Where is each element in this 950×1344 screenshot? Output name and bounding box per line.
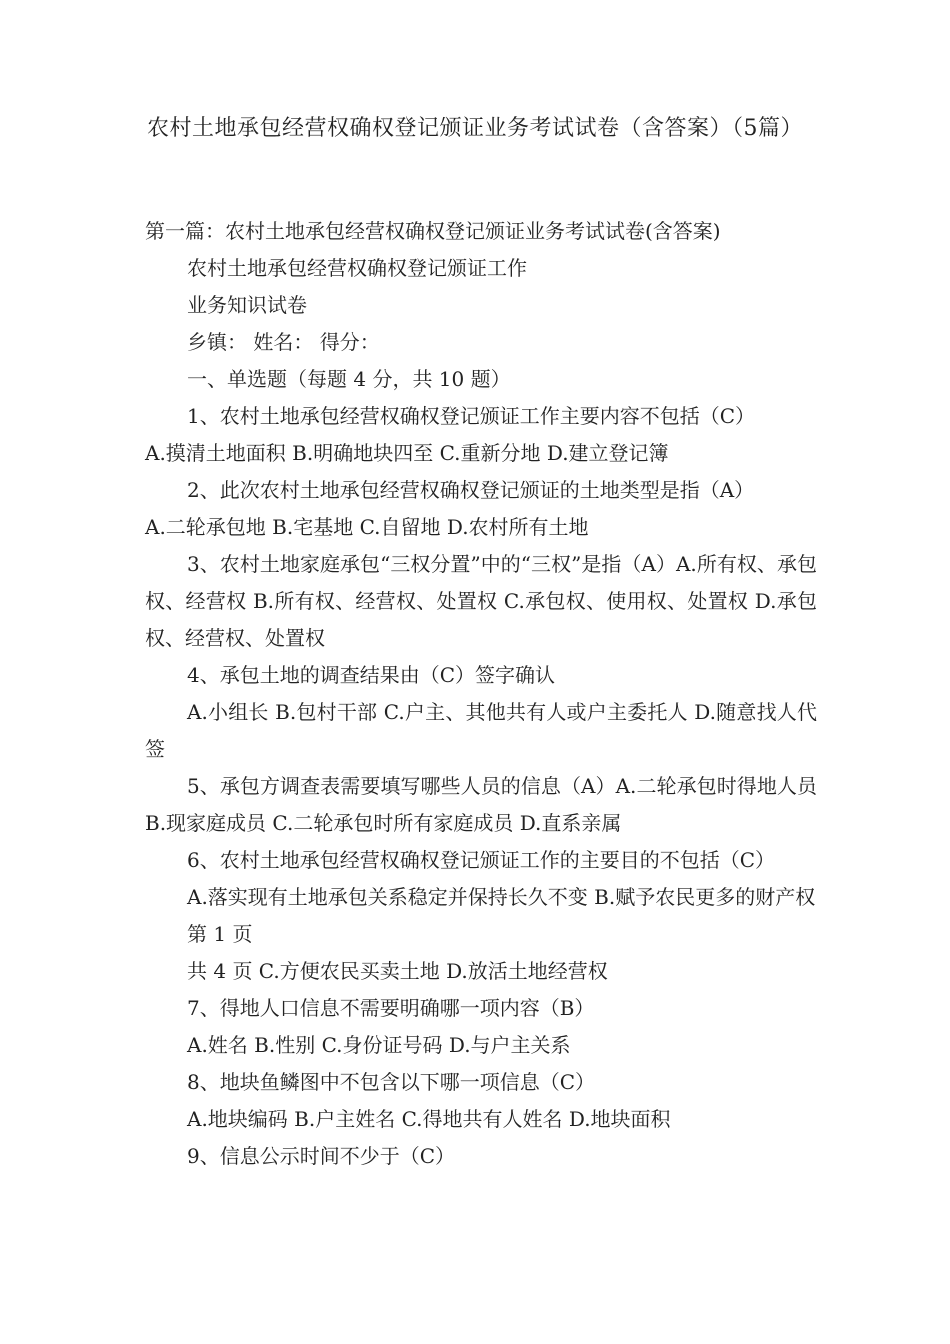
paragraph: 一、单选题（每题 4 分，共 10 题）	[187, 367, 511, 391]
paragraph: 乡镇： 姓名： 得分：	[187, 330, 380, 354]
paragraph: 9、信息公示时间不少于（C）	[187, 1144, 456, 1168]
paragraph: A.二轮承包地 B.宅基地 C.自留地 D.农村所有土地	[145, 515, 589, 539]
paragraph: 6、农村土地承包经营权确权登记颁证工作的主要目的不包括（C）	[187, 848, 776, 872]
paragraph: 业务知识试卷	[187, 293, 307, 317]
paragraph: 农村土地承包经营权确权登记颁证工作	[187, 256, 527, 280]
paragraph: 共 4 页 C.方便农民买卖土地 D.放活土地经营权	[187, 959, 608, 983]
paragraph: A.落实现有土地承包关系稳定并保持长久不变 B.赋予农民更多的财产权	[187, 885, 816, 909]
paragraph: A.地块编码 B.户主姓名 C.得地共有人姓名 D.地块面积	[187, 1107, 671, 1131]
paragraph: 5、承包方调查表需要填写哪些人员的信息（A）A.二轮承包时得地人员 B.现家庭成员 C.二轮承包时所有家庭成员 D.直系亲属	[145, 774, 817, 835]
paragraph: A.摸清土地面积 B.明确地块四至 C.重新分地 D.建立登记簿	[145, 441, 669, 465]
paragraph: 1、农村土地承包经营权确权登记颁证工作主要内容不包括（C）	[187, 404, 756, 428]
paragraph: 4、承包土地的调查结果由（C）签字确认	[187, 663, 556, 687]
paragraph: 2、此次农村土地承包经营权确权登记颁证的土地类型是指（A）	[187, 478, 755, 502]
document-body	[145, 213, 817, 1175]
paragraph: 8、地块鱼鳞图中不包含以下哪一项信息（C）	[187, 1070, 596, 1094]
paragraph: 7、得地人口信息不需要明确哪一项内容（B）	[187, 996, 595, 1020]
paragraph: 第 1 页	[187, 922, 253, 946]
paragraph: A.姓名 B.性别 C.身份证号码 D.与户主关系	[187, 1033, 571, 1057]
paragraph: 第一篇：农村土地承包经营权确权登记颁证业务考试试卷(含答案)	[145, 219, 721, 243]
document-title: 农村土地承包经营权确权登记颁证业务考试试卷（含答案）（5篇）	[147, 116, 803, 141]
paragraph: A.小组长 B.包村干部 C.户主、其他共有人或户主委托人 D.随意找人代签	[145, 700, 817, 761]
paragraph: 3、农村土地家庭承包“三权分置”中的“三权”是指（A）A.所有权、承包权、经营权 B.所有权、经营权、处置权 C.承包权、使用权、处置权 D.承包权、经营权、处置权	[145, 552, 817, 650]
